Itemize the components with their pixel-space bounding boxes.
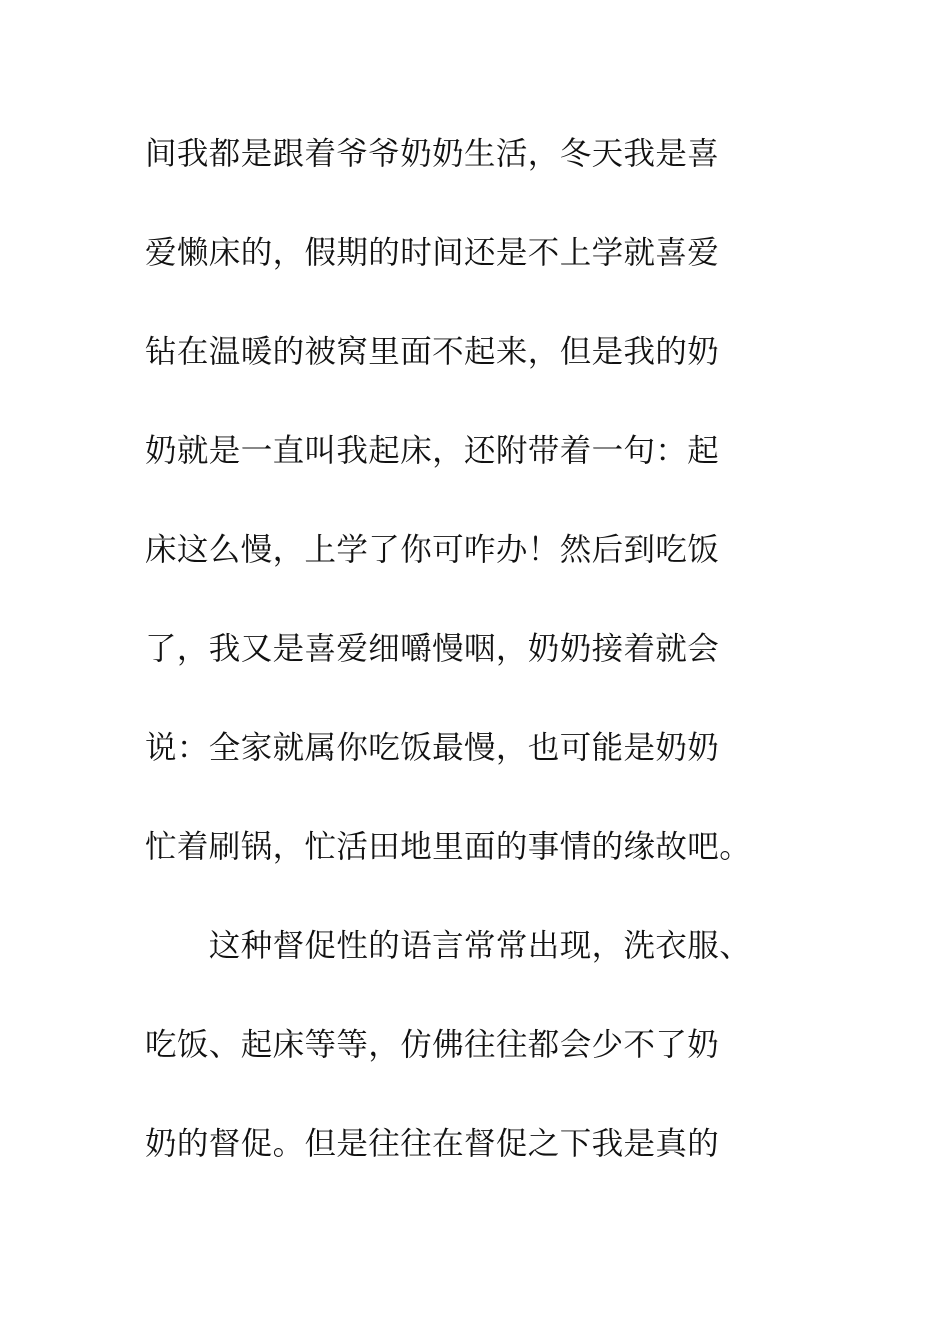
- text-line-8: 忙着刷锅，忙活田地里面的事情的缘故吧。: [145, 829, 752, 865]
- text-line-4: 奶就是一直叫我起床，还附带着一句：起: [145, 433, 720, 469]
- text-line-6: 了，我又是喜爱细嚼慢咽，奶奶接着就会: [145, 631, 720, 667]
- text-line-9: 这种督促性的语言常常出现，洗衣服、: [145, 928, 752, 964]
- text-line-2: 爱懒床的，假期的时间还是不上学就喜爱: [145, 235, 720, 271]
- text-line-7: 说：全家就属你吃饭最慢，也可能是奶奶: [145, 730, 720, 766]
- text-line-11: 奶的督促。但是往往在督促之下我是真的: [145, 1126, 720, 1162]
- text-line-3: 钻在温暖的被窝里面不起来，但是我的奶: [145, 334, 720, 370]
- text-line-1: 间我都是跟着爷爷奶奶生活，冬天我是喜: [145, 136, 720, 172]
- text-line-5: 床这么慢，上学了你可咋办！然后到吃饭: [145, 532, 720, 568]
- text-line-10: 吃饭、起床等等，仿佛往往都会少不了奶: [145, 1027, 720, 1063]
